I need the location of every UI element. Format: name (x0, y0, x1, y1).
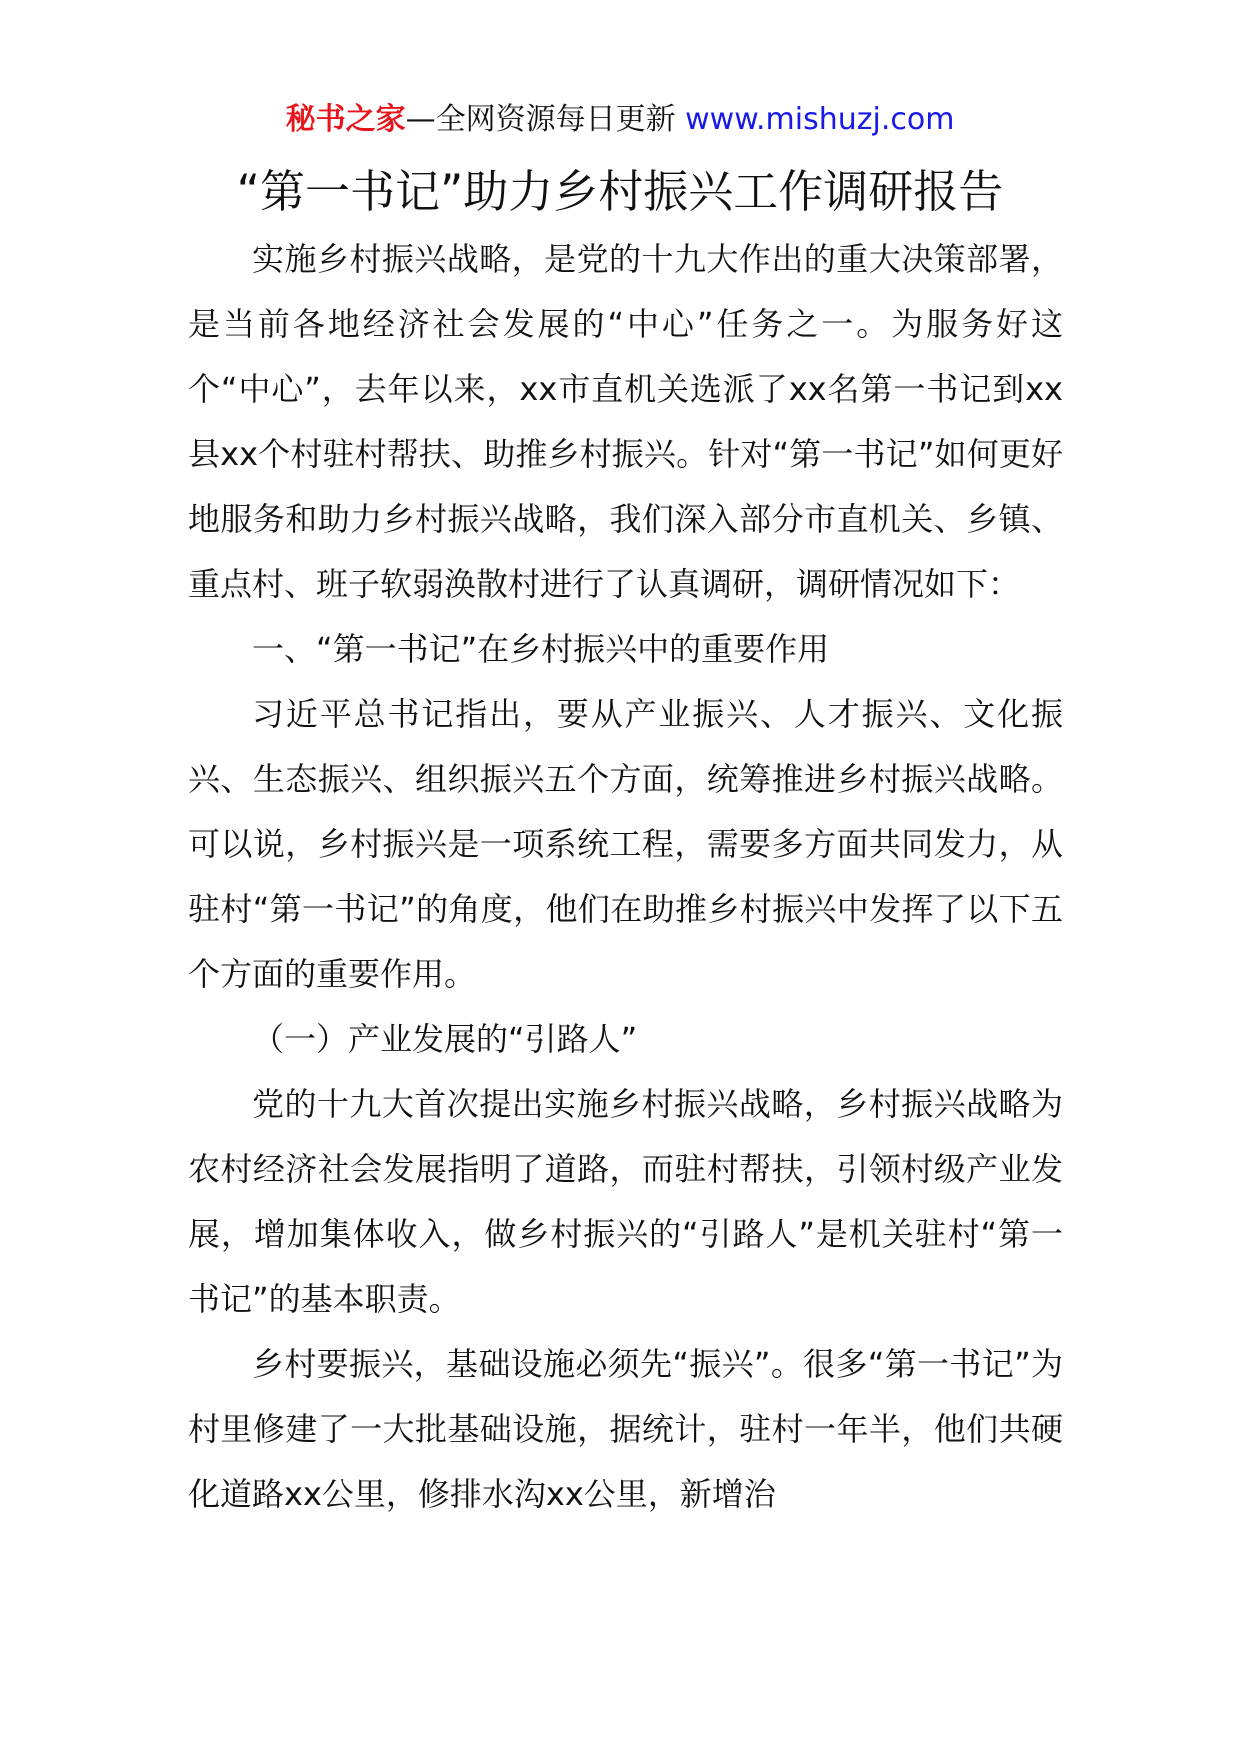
site-header (0, 100, 1240, 140)
subsection-heading-1: （一）产业发展的“引路人” (252, 1020, 638, 1058)
site-brand: 秘书之家 (285, 102, 406, 137)
document-title: “第一书记”助力乡村振兴工作调研报告 (236, 165, 1004, 218)
body-paragraph: 习近平总书记指出，要从产业振兴、人才振兴、文化振兴、生态振兴、组织振兴五个方面，统筹推进乡村振兴战略。可以说，乡村振兴是一项系统工程，需要多方面共同发力，从驻村“第一书记”的角度，他们在助推乡村振兴中发挥了以下五个方面的重要作用。 (188, 695, 1063, 993)
document-body (188, 227, 1063, 1527)
intro-paragraph: 实施乡村振兴战略，是党的十九大作出的重大决策部署，是当前各地经济社会发展的“中心”任务之一。为服务好这个“中心”，去年以来，xx市直机关选派了xx名第一书记到xx县xx个村驻村帮扶、助推乡村振兴。针对“第一书记”如何更好地服务和助力乡村振兴战略，我们深入部分市直机关、乡镇、重点村、班子软弱涣散村进行了认真调研，调研情况如下： (188, 240, 1063, 603)
body-paragraph: 党的十九大首次提出实施乡村振兴战略，乡村振兴战略为农村经济社会发展指明了道路，而驻村帮扶，引领村级产业发展，增加集体收入，做乡村振兴的“引路人”是机关驻村“第一书记”的基本职责。 (188, 1085, 1063, 1318)
site-tagline: —全网资源每日更新 (405, 102, 686, 137)
section-heading-1: 一、“第一书记”在乡村振兴中的重要作用 (252, 630, 830, 668)
body-paragraph: 乡村要振兴，基础设施必须先“振兴”。很多“第一书记”为村里修建了一大批基础设施，据统计，驻村一年半，他们共硬化道路xx公里，修排水沟xx公里，新增治 (188, 1345, 1063, 1513)
site-url-link[interactable]: www.mishuzj.com (685, 102, 955, 137)
